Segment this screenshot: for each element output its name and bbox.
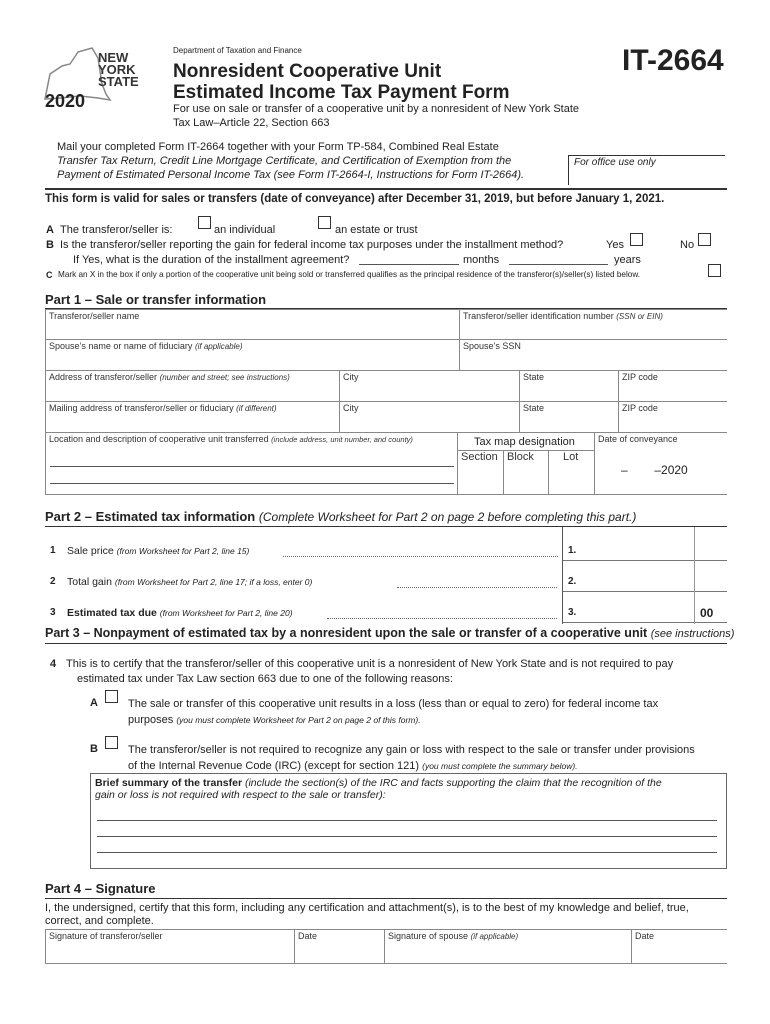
- optA-1: The sale or transfer of this cooperative unit results in a loss (less than or equal to zero) for federal income tax: [128, 698, 659, 710]
- part2-line-1: [45, 545, 727, 563]
- conveyance-date-field[interactable]: [594, 432, 727, 495]
- mailing-address-field[interactable]: [45, 401, 340, 433]
- line-note: (from Worksheet for Part 2, line 15): [116, 546, 250, 556]
- address-field[interactable]: [45, 370, 340, 402]
- city2-label: City: [343, 403, 359, 413]
- optA-2: purposes: [128, 714, 174, 726]
- q-a-text: The transferor/seller is:: [60, 224, 173, 236]
- spouse-signature-field[interactable]: [384, 929, 632, 964]
- logo-state: STATE: [98, 74, 139, 89]
- logo-new: NEW: [98, 50, 129, 65]
- part1-heading: Part 1 – Sale or transfer information: [45, 292, 267, 307]
- address-note: (number and street; see instructions): [159, 373, 290, 382]
- q-a-opt2: an estate or trust: [335, 224, 418, 236]
- subtitle-2: Tax Law–Article 22, Section 663: [173, 117, 330, 129]
- lot-field[interactable]: [548, 450, 595, 495]
- part3-heading-note: (see instructions): [650, 628, 735, 640]
- spouse-ssn-field[interactable]: [459, 339, 727, 371]
- department: Department of Taxation and Finance: [173, 46, 302, 55]
- tax-cents: 00: [700, 606, 714, 620]
- q-a-letter: A: [46, 224, 54, 236]
- subtitle-1: For use on sale or transfer of a cooperative unit by a nonresident of New York State: [173, 103, 580, 115]
- checkbox-estate-trust[interactable]: [318, 216, 331, 229]
- checkbox-individual[interactable]: [198, 216, 211, 229]
- sig-seller-label: Signature of transferor/seller: [49, 931, 163, 941]
- seller-id-field[interactable]: [459, 309, 727, 340]
- line-number: 1: [50, 545, 56, 556]
- city-field[interactable]: [339, 370, 520, 402]
- zip-label: ZIP code: [622, 372, 658, 382]
- cert-line2: correct, and complete.: [45, 915, 154, 927]
- optB-letter: B: [90, 743, 98, 755]
- mailing-note: (if different): [236, 404, 277, 413]
- seller-id-note: (SSN or EIN): [616, 312, 663, 321]
- seller-name-label: Transferor/seller name: [49, 311, 140, 321]
- part2-heading-note: (Complete Worksheet for Part 2 on page 2 before completing this part.): [258, 510, 637, 524]
- q-b-letter: B: [46, 239, 54, 251]
- form-number: IT-2664: [622, 44, 724, 77]
- logo-york: YORK: [98, 62, 136, 77]
- part3-heading: Part 3 – Nonpayment of estimated tax by a nonresident upon the sale or transfer of a cooperative unit: [45, 626, 648, 640]
- line-box-label: 3.: [568, 607, 577, 618]
- checkbox-reason-a[interactable]: [105, 690, 118, 703]
- city2-field[interactable]: [339, 401, 520, 433]
- spouse-name-note: (if applicable): [194, 342, 243, 351]
- cert-line1: I, the undersigned, certify that this form, including any certification and attachment(s), is to the best of my knowledge and belief, true,: [45, 902, 689, 914]
- summary-box[interactable]: [90, 773, 727, 869]
- q-c-letter: C: [46, 270, 53, 280]
- optB-1: The transferor/seller is not required to recognize any gain or loss with respect to the sale or transfer under provisions: [128, 744, 695, 756]
- location-label: Location and description of cooperative unit transferred: [49, 434, 269, 444]
- line-text: Total gain: [67, 576, 112, 588]
- mailing-label: Mailing address of transferor/seller or fiduciary: [49, 403, 234, 413]
- line-note: (from Worksheet for Part 2, line 20): [159, 608, 293, 618]
- date1-field[interactable]: [294, 929, 385, 964]
- validity-notice: This form is valid for sales or transfers (date of conveyance) after December 31, 2019, but before January 1, 2021.: [45, 193, 665, 205]
- cents-field[interactable]: [695, 591, 727, 592]
- q-b-months: months: [463, 254, 500, 266]
- optA-note: (you must complete Worksheet for Part 2 on page 2 of this form).: [176, 715, 421, 725]
- zip-field[interactable]: [618, 370, 727, 402]
- q-b-years: years: [614, 254, 641, 266]
- mail-line3: Payment of Estimated Personal Income Tax (see Form IT-2664-I, Instructions for Form IT-2664).: [57, 169, 525, 181]
- state2-label: State: [523, 403, 545, 413]
- checkbox-partial-residence[interactable]: [708, 264, 721, 277]
- part4-heading: Part 4 – Signature: [45, 881, 156, 896]
- spouse-name-field[interactable]: [45, 339, 460, 371]
- mail-line2: Transfer Tax Return, Credit Line Mortgage Certificate, and Certification of Exemption from the: [57, 155, 512, 167]
- line-box-label: 1.: [568, 545, 577, 556]
- q-b-text: Is the transferor/seller reporting the gain for federal income tax purposes under the installment method?: [60, 239, 564, 251]
- office-use-label: For office use only: [574, 157, 656, 168]
- line-note: (from Worksheet for Part 2, line 17; if a loss, enter 0): [114, 577, 313, 587]
- part2-line-2: [45, 576, 727, 594]
- city-label: City: [343, 372, 359, 382]
- taxmap-label: Tax map designation: [474, 436, 575, 448]
- optA-letter: A: [90, 697, 98, 709]
- part2-line-3: [45, 607, 727, 625]
- section-field[interactable]: [457, 450, 504, 495]
- cents-field[interactable]: [695, 560, 727, 561]
- cents-field[interactable]: [695, 622, 727, 623]
- address-label: Address of transferor/seller: [49, 372, 158, 382]
- zip2-label: ZIP code: [622, 403, 658, 413]
- date2-label: Date: [635, 931, 655, 941]
- state2-field[interactable]: [519, 401, 619, 433]
- seller-name-field[interactable]: [45, 309, 460, 340]
- spouse-name-label: Spouse’s name or name of fiduciary: [49, 341, 193, 351]
- form-title-line1: Nonresident Cooperative Unit: [173, 61, 442, 82]
- lot-label: Lot: [563, 451, 579, 463]
- line4-num: 4: [50, 658, 57, 670]
- part2-heading: Part 2 – Estimated tax information: [45, 509, 256, 524]
- summary-note2: gain or loss is not required with respect to the sale or transfer):: [95, 789, 386, 801]
- office-use-box: [568, 155, 725, 185]
- line4-a: This is to certify that the transferor/seller of this cooperative unit is a nonresident of New York State and is not required to pay: [66, 658, 674, 670]
- summary-title: Brief summary of the transfer: [95, 777, 243, 789]
- form-year: 2020: [45, 91, 86, 111]
- q-c-text: Mark an X in the box if only a portion of the cooperative unit being sold or transferred qualifies as the principal residence of the transferor(s)/seller(s) listed below.: [58, 270, 641, 279]
- q-b-yes: Yes: [606, 239, 624, 251]
- line-number: 3: [50, 607, 56, 618]
- block-label: Block: [507, 451, 534, 463]
- seller-signature-field[interactable]: [45, 929, 295, 964]
- state-label: State: [523, 372, 545, 382]
- conveyance-value: – –2020: [621, 463, 688, 477]
- line4-b: estimated tax under Tax Law section 663 due to one of the following reasons:: [77, 673, 453, 685]
- zip2-field[interactable]: [618, 401, 727, 433]
- state-field[interactable]: [519, 370, 619, 402]
- checkbox-reason-b[interactable]: [105, 736, 118, 749]
- summary-note1: (include the section(s) of the IRC and facts supporting the claim that the recognition of the: [244, 777, 662, 789]
- installment-months-field[interactable]: [359, 264, 459, 265]
- location-note: (include address, unit number, and county): [271, 435, 413, 444]
- q-b-no: No: [680, 239, 695, 251]
- q-a-opt1: an individual: [214, 224, 276, 236]
- block-field[interactable]: [503, 450, 549, 495]
- installment-years-field[interactable]: [509, 264, 608, 265]
- location-field[interactable]: [45, 432, 458, 495]
- seller-id-label: Transferor/seller identification number: [463, 311, 614, 321]
- line-number: 2: [50, 576, 56, 587]
- line-box-label: 2.: [568, 576, 577, 587]
- date2-field[interactable]: [631, 929, 727, 964]
- mail-line1: Mail your completed Form IT-2664 together with your Form TP-584, Combined Real Estate: [57, 141, 499, 153]
- optB-2: of the Internal Revenue Code (IRC) (except for section 121): [128, 760, 420, 772]
- checkbox-installment-no[interactable]: [698, 233, 711, 246]
- date1-label: Date: [298, 931, 318, 941]
- section-label: Section: [461, 451, 498, 463]
- q-b-followup: If Yes, what is the duration of the installment agreement?: [73, 254, 350, 266]
- form-title-line2: Estimated Income Tax Payment Form: [173, 82, 510, 103]
- optB-note: (you must complete the summary below).: [422, 761, 578, 771]
- spouse-ssn-label: Spouse’s SSN: [463, 341, 521, 351]
- conveyance-label: Date of conveyance: [598, 434, 678, 444]
- sig-spouse-label: Signature of spouse: [388, 931, 469, 941]
- sig-spouse-note: (if applicable): [470, 932, 519, 941]
- line-text: Sale price: [67, 545, 114, 557]
- checkbox-installment-yes[interactable]: [630, 233, 643, 246]
- line-text: Estimated tax due: [67, 607, 157, 619]
